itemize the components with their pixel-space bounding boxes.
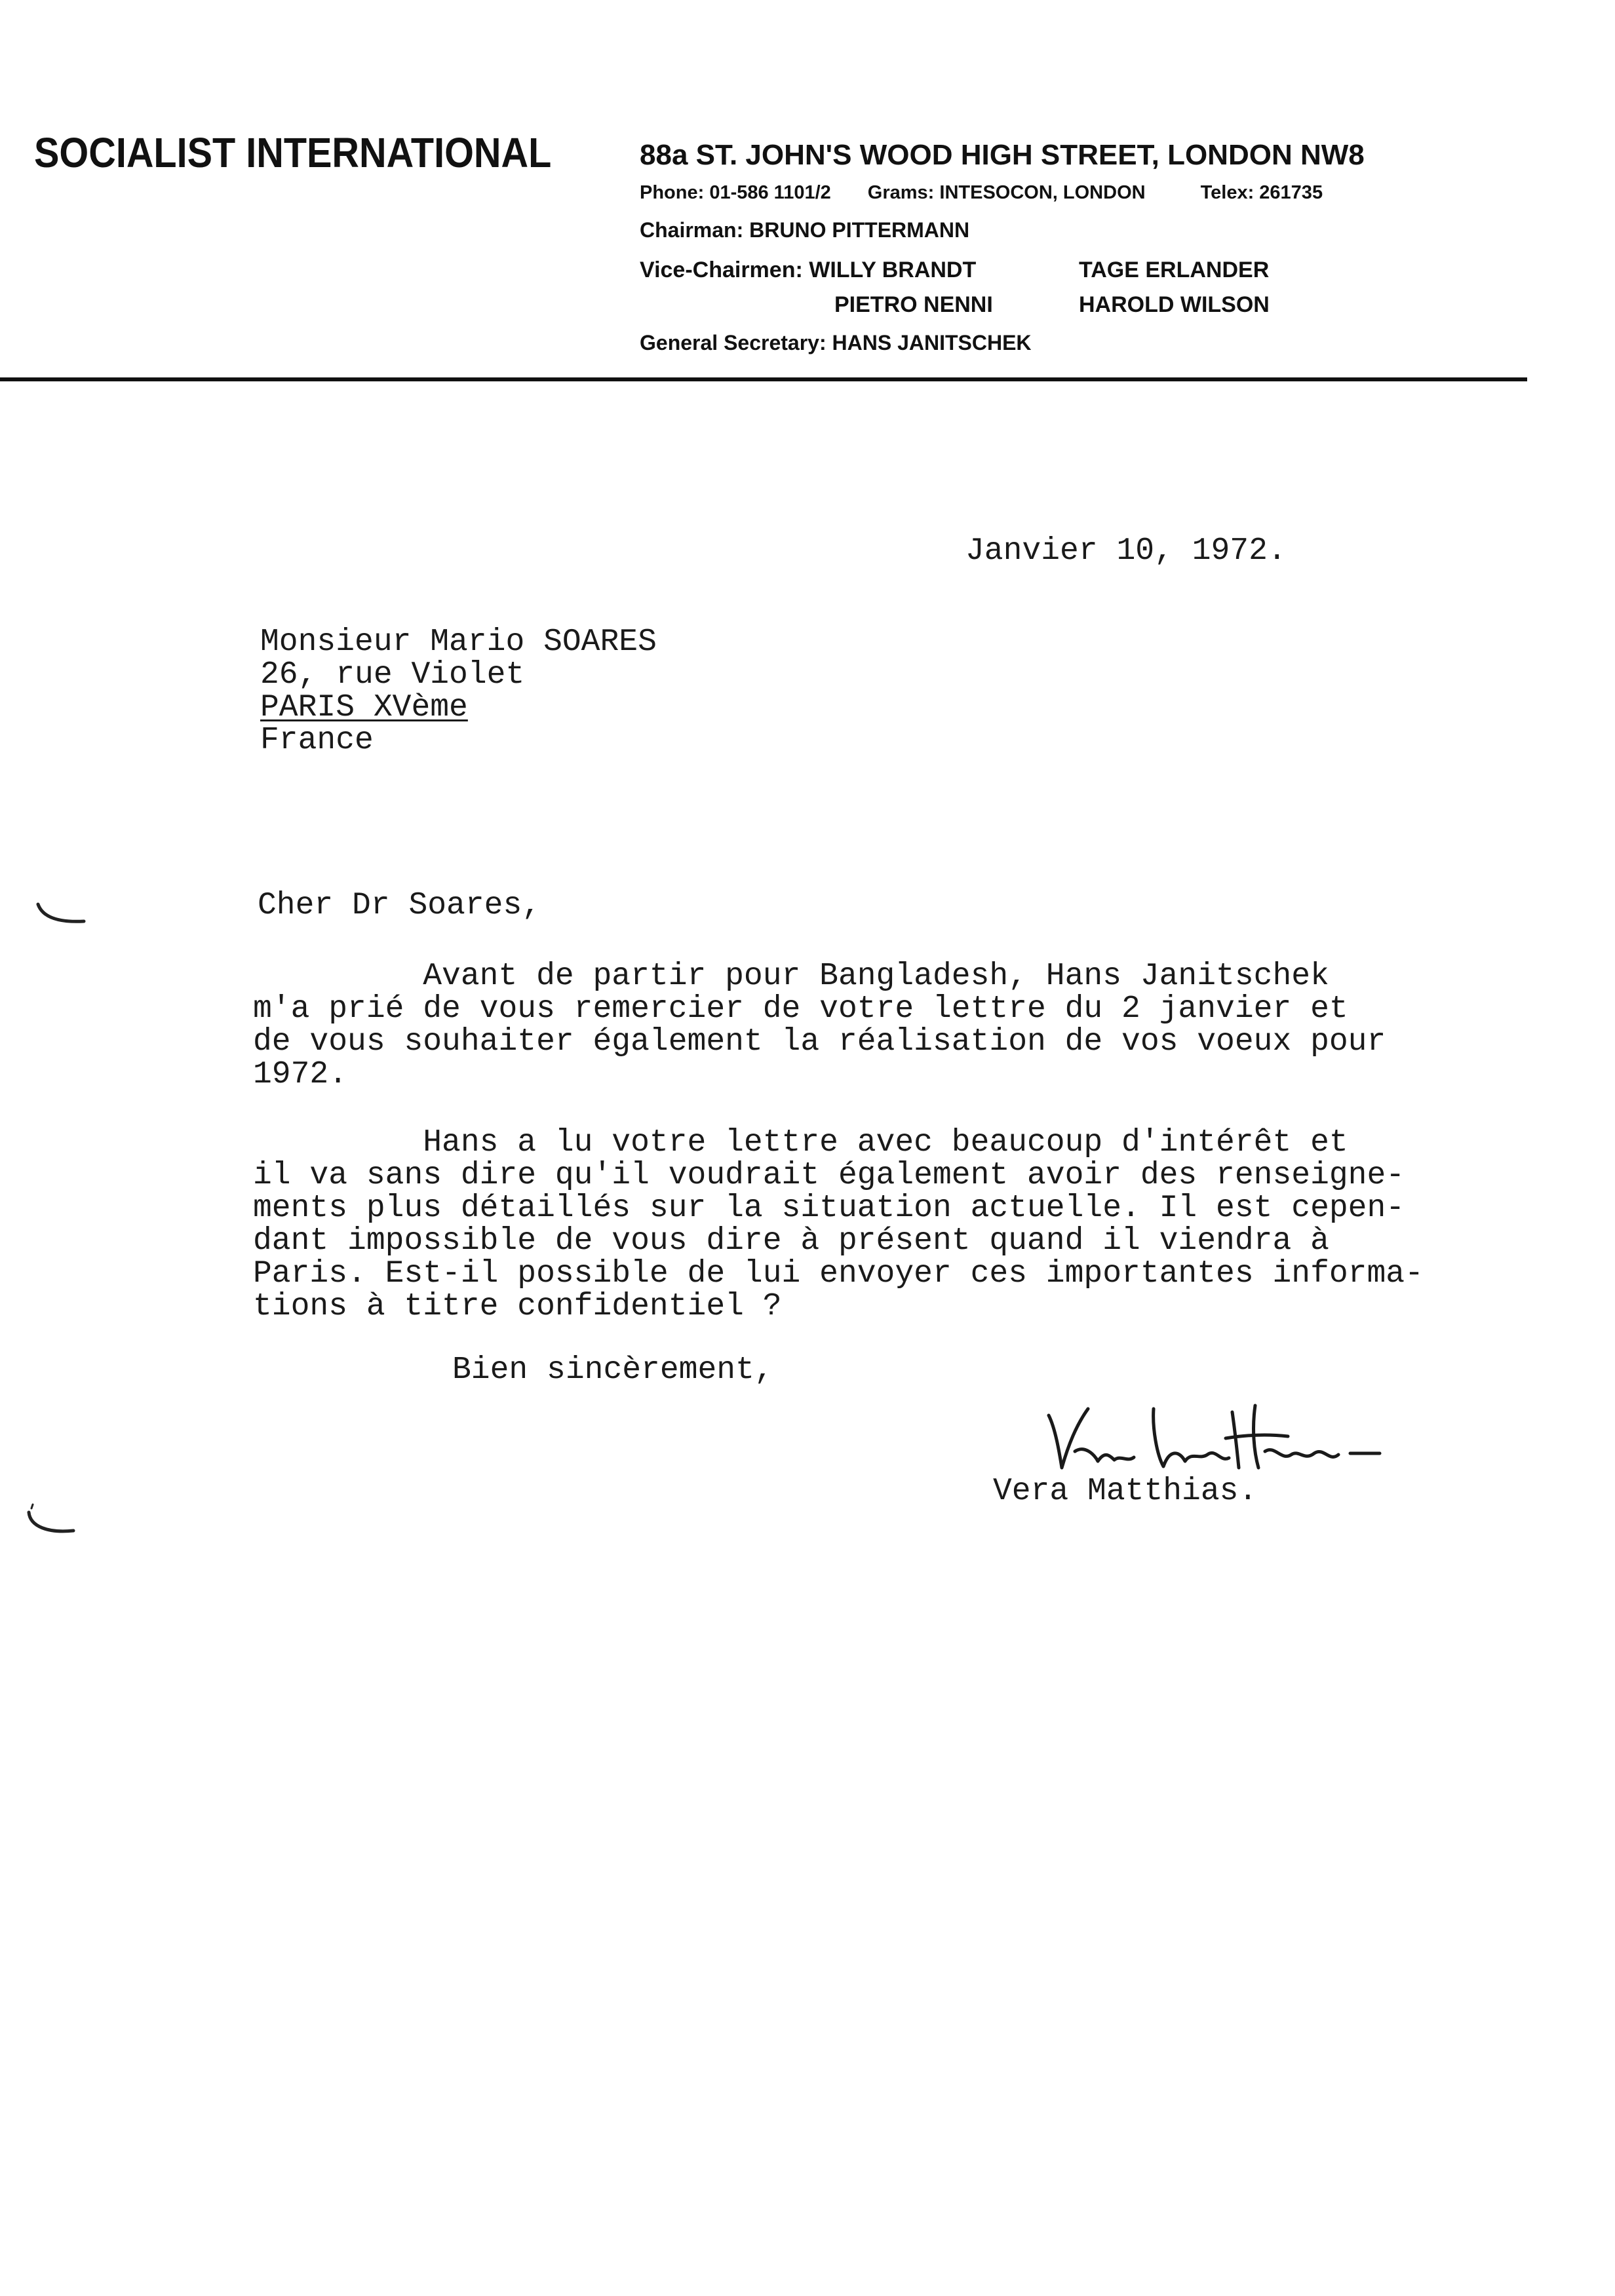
organization-name: SOCIALIST INTERNATIONAL — [34, 129, 552, 176]
letter-date: Janvier 10, 1972. — [965, 533, 1287, 569]
letterhead-grams: Grams: INTESOCON, LONDON — [867, 182, 1146, 203]
body-paragraph-2 — [253, 1126, 1424, 1323]
handwritten-signature — [1036, 1389, 1403, 1481]
vice-chairman-3: PIETRO NENNI — [834, 292, 993, 317]
paragraph-line: tions à titre confidentiel ? — [253, 1289, 782, 1324]
paragraph-line: dant impossible de vous dire à présent quand il viendra à — [253, 1223, 1329, 1259]
paragraph-line: Avant de partir pour Bangladesh, Hans Janitschek — [253, 959, 1329, 994]
paragraph-line: m'a prié de vous remercier de votre lettre du 2 janvier et — [253, 991, 1348, 1027]
body-paragraph-1 — [253, 960, 1386, 1091]
recipient-city: PARIS XVème — [260, 690, 468, 725]
margin-mark — [22, 1501, 81, 1540]
paragraph-line: ments plus détaillés sur la situation actuelle. Il est cepen- — [253, 1191, 1405, 1226]
letterhead-telex: Telex: 261735 — [1200, 182, 1323, 203]
vice-chairmen-label: Vice-Chairmen: — [640, 258, 803, 282]
margin-mark — [33, 898, 92, 930]
letterhead-chairman: Chairman: BRUNO PITTERMANN — [640, 218, 970, 242]
closing: Bien sincèrement, — [452, 1352, 773, 1388]
letterhead-contact-line — [640, 182, 1323, 204]
vice-chairman-2: TAGE ERLANDER — [1079, 258, 1270, 282]
letterhead-vice-chairmen-row-1 — [640, 258, 1270, 283]
recipient-street: 26, rue Violet — [260, 657, 525, 693]
recipient-name: Monsieur Mario SOARES — [260, 624, 657, 660]
salutation: Cher Dr Soares, — [258, 888, 541, 923]
vice-chairman-4: HAROLD WILSON — [1079, 292, 1270, 317]
letterhead-vice-chairmen-row-2 — [834, 292, 1270, 318]
paragraph-line: Paris. Est-il possible de lui envoyer ces importantes informa- — [253, 1256, 1424, 1292]
letterhead-address: 88a ST. JOHN'S WOOD HIGH STREET, LONDON NW8 — [640, 139, 1365, 171]
paragraph-line: 1972. — [253, 1057, 348, 1092]
letterhead-divider — [0, 377, 1527, 381]
vice-chairman-1: WILLY BRANDT — [809, 258, 977, 282]
letterhead-phone: Phone: 01-586 1101/2 — [640, 182, 831, 203]
recipient-country: France — [260, 723, 374, 758]
recipient-address — [260, 626, 657, 757]
letterhead-general-secretary: General Secretary: HANS JANITSCHEK — [640, 331, 1032, 354]
paragraph-line: Hans a lu votre lettre avec beaucoup d'intérêt et — [253, 1125, 1348, 1160]
paragraph-line: de vous souhaiter également la réalisation de vos voeux pour — [253, 1024, 1386, 1060]
paragraph-line: il va sans dire qu'il voudrait également avoir des renseigne- — [253, 1158, 1405, 1193]
typed-signatory-name: Vera Matthias. — [993, 1474, 1258, 1509]
